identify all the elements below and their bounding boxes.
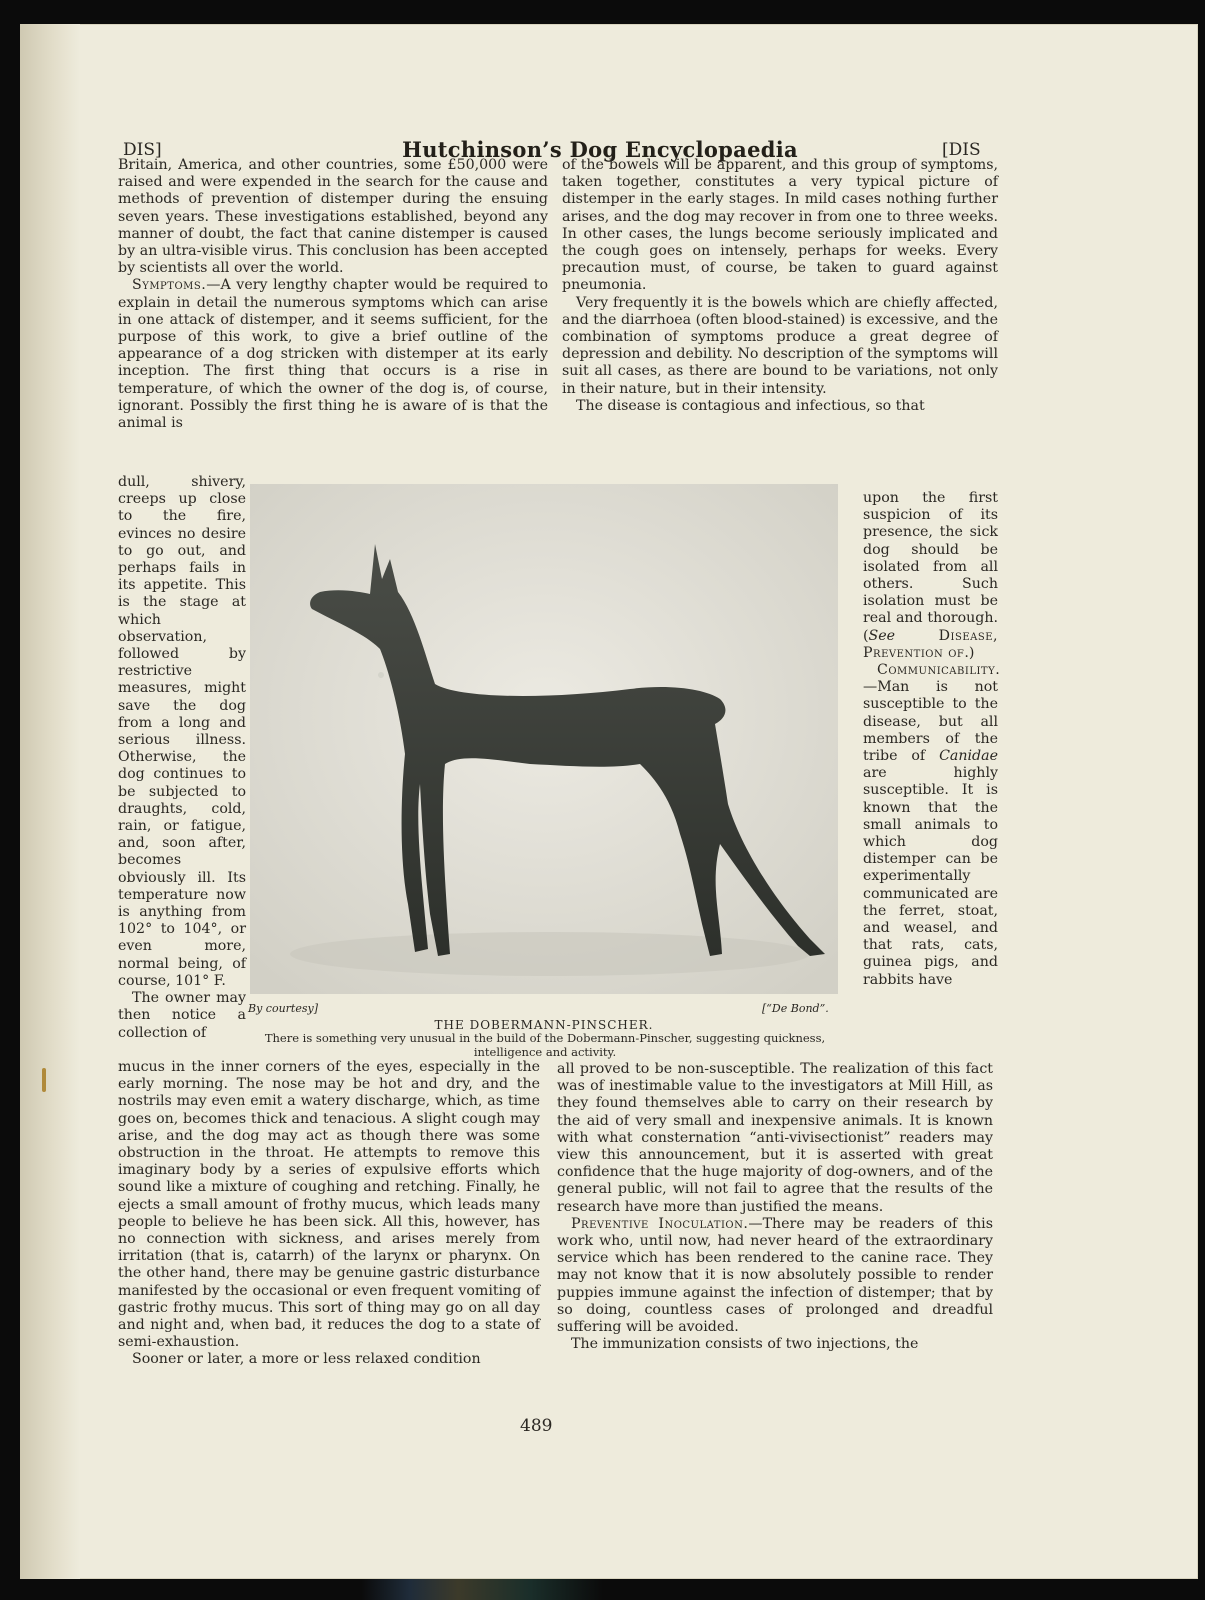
figure-caption: There is something very unusual in the build of the Dobermann-Pinscher, suggesting quickness, intelligence and activity. (264, 1031, 826, 1059)
cross-reference: Disease, Prevention of (863, 627, 998, 661)
dobermann-photo (250, 484, 838, 994)
paragraph: The immunization consists of two injections, the (571, 1336, 919, 1353)
paragraph: dull, shivery, creeps up close to the fire, evinces no desire to go out, and perhaps fails in its appetite. This is the stage at which observation, followed by restrictive measures, might save the dog from a long and serious illness. Otherwise, the dog continues to be subjected to draughts, cold, rain, or fatigue, and, soon after, becomes obviously ill. Its temperature now is anything from 102° to 104°, or even more, normal being, of course, 101° F. (118, 474, 246, 989)
paragraph: Symptoms.—A very lengthy chapter would be required to explain in detail the numerous symptoms which can arise in one attack of distemper, and it seems sufficient, for the purpose of this work, to give a brief outline of the appearance of a dog stricken with distemper at its early inception. The first thing that occurs is a rise in temperature, of which the owner of the dog is, of course, ignorant. Possibly the first thing he is aware of is that the animal is (118, 277, 548, 432)
header-right-guide: [DIS (942, 140, 981, 160)
left-column-bottom (118, 1059, 540, 1369)
paragraph: The owner may then notice a collection of (118, 990, 246, 1041)
page-title: Hutchinson’s Dog Encyclopaedia (402, 137, 798, 162)
right-column-top (562, 157, 998, 415)
paragraph: Very frequently it is the bowels which are chiefly affected, and the diarrhoea (often blood-stained) is excessive, and the combination of symptoms produce a great degree of depression and debility. No description of the symptoms will suit all cases, as there are bound to be variations, not only in their nature, but in their intensity. (562, 294, 998, 397)
left-wrap-column (118, 474, 246, 1042)
paragraph: Sooner or later, a more or less relaxed condition (132, 1351, 481, 1368)
right-wrap-column (863, 490, 1001, 989)
spine-mark (42, 1068, 46, 1092)
paragraph: Communicability.—Man is not susceptible to the disease, but all members of the tribe of Canidae are highly susceptible. It is known that the small animals to which dog distemper can be experimentally communicated are the ferret, stoat, and weasel, and that rats, cats, guinea pigs, and rabbits have (863, 662, 1001, 988)
paragraph: Britain, America, and other countries, some £50,000 were raised and were expended in the search for the cause and methods of prevention of distemper during the ensuing seven years. These investigations established, beyond any manner of doubt, the fact that canine distemper is caused by an ultra-visible virus. This conclusion has been accepted by scientists all over the world. (118, 157, 548, 277)
section-heading-communicability: Communicability. (877, 662, 1001, 679)
scan-bottom-edge (0, 1579, 1205, 1600)
paragraph: upon the first suspicion of its presence, the sick dog should be isolated from all others. Such isolation must be real and thorough. (See Disease, Prevention of.) (863, 490, 998, 661)
book-gutter (20, 24, 80, 1579)
header-left-guide: DIS] (123, 140, 162, 160)
book-page (20, 24, 1198, 1579)
paragraph: Preventive Inoculation.—There may be readers of this work who, until now, had never heard of the extraordinary service which has been rendered to the canine race. They may not know that it is now absolutely possible to render puppies immune against the infection of distemper; that by so doing, countless cases of prolonged and dreadful suffering will be avoided. (557, 1215, 994, 1336)
paragraph: all proved to be non-susceptible. The realization of this fact was of inestimable value to the investigators at Mill Hill, as they found themselves able to carry on their research by the aid of very small and inexpensive animals. It is known with what consternation “anti-vivisectionist” readers may view this announcement, but it is asserted with great confidence that the huge majority of dog-owners, and of the general public, will not fail to agree that the results of the research have more than justified the means. (557, 1061, 993, 1215)
dog-illustration (250, 484, 838, 994)
photo-credit-left: By courtesy] (248, 1002, 319, 1015)
page-number: 489 (520, 1416, 553, 1436)
left-column-top (118, 157, 548, 432)
paragraph: of the bowels will be apparent, and this group of symptoms, taken together, constitutes a very typical picture of distemper in the early stages. In mild cases nothing further arises, and the dog may recover in from one to three weeks. In other cases, the lungs become seriously implicated and the cough goes on intensely, perhaps for weeks. Every precaution must, of course, be taken to guard against pneumonia. (562, 157, 998, 294)
figure-title: THE DOBERMANN-PINSCHER. (434, 1018, 654, 1032)
photo-credit-right: [“De Bond”. (762, 1002, 829, 1015)
right-column-bottom (557, 1061, 993, 1353)
section-heading-symptoms: Symptoms. (132, 277, 207, 294)
paragraph: The disease is contagious and infectious, so that (576, 397, 925, 414)
section-heading-preventive-inoculation: Preventive Inoculation. (571, 1215, 749, 1232)
paragraph: mucus in the inner corners of the eyes, especially in the early morning. The nose may be hot and dry, and the nostrils may even emit a watery discharge, which, as time goes on, becomes thick and tenacious. A slight cough may arise, and the dog may act as though there was some obstruction in the throat. He attempts to remove this imaginary body by a series of expulsive efforts which sound like a mixture of coughing and retching. Finally, he ejects a small amount of frothy mucus, which leads many people to believe he has been sick. All this, however, has no connection with sickness, and arises merely from irritation (that is, catarrh) of the larynx or pharynx. On the other hand, there may be genuine gastric disturbance manifested by the occasional or even frequent vomiting of gastric frothy mucus. This sort of thing may go on all day and night and, when bad, it reduces the dog to a state of semi-exhaustion. (118, 1059, 540, 1351)
